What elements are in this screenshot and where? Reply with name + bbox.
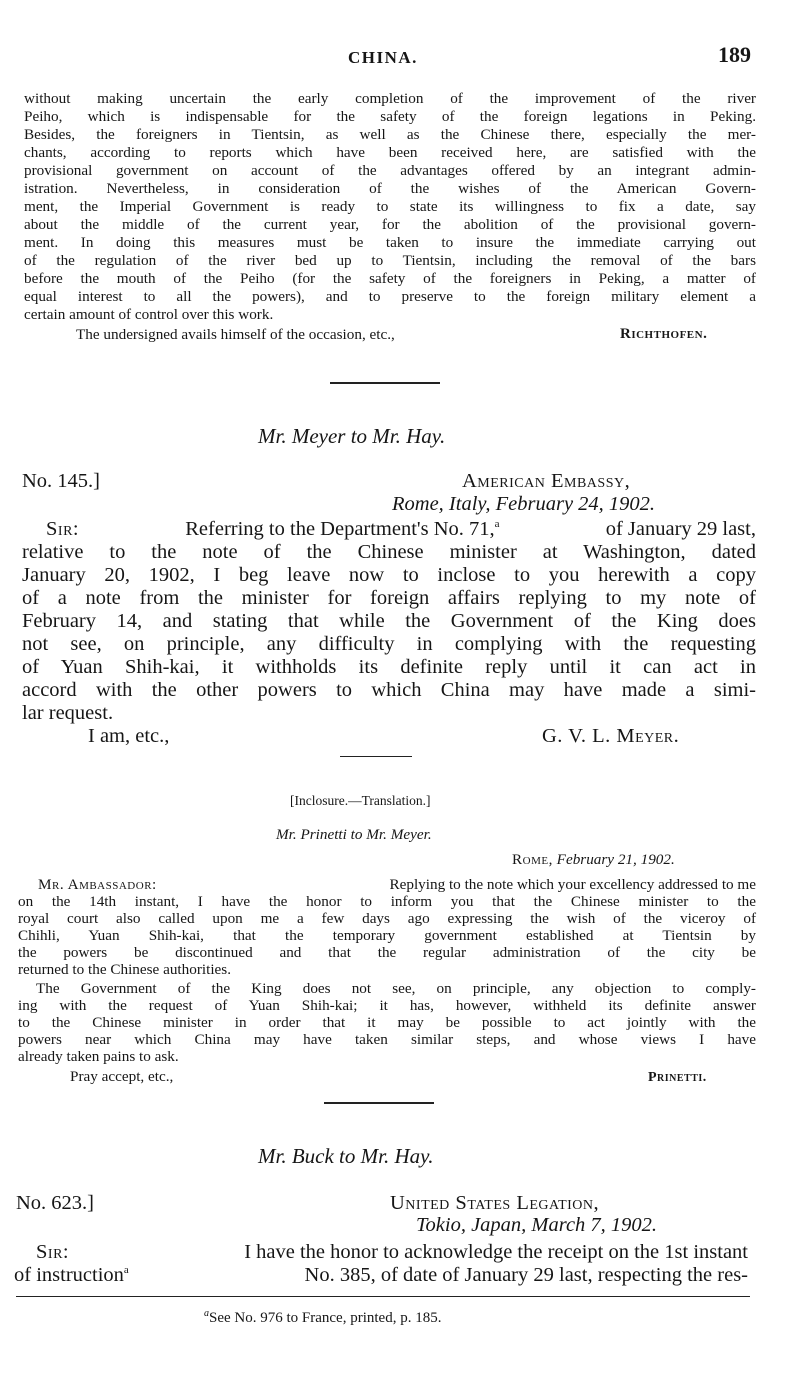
footnote-mark: a [204, 1308, 209, 1319]
signature: G. V. L. Meyer. [542, 725, 680, 747]
footnote-divider [16, 1296, 750, 1297]
text-line: of the regulation of the river bed up to Tientsin, including the removal of the bars [24, 252, 756, 269]
text-line: powers near which China may have taken similar steps, and whose views I have [18, 1031, 756, 1048]
first-line [46, 518, 756, 541]
text-line: Peiho, which is indispensable for the safety of the foreign legations in Peking. [24, 108, 756, 125]
first-line [38, 876, 756, 894]
text-line: equal interest to all the powers), and to preserve to the foreign military element a [24, 288, 756, 305]
first-line-text: Referring to the Department's No. 71,$^a$ [185, 518, 500, 540]
place-date: Rome, Italy, February 24, 1902. [392, 493, 656, 515]
text-line: about the middle of the current year, for the abolition of the provisional govern- [24, 216, 756, 233]
text-line: provisional government on account of the advantages offered by an integrant admin- [24, 162, 756, 179]
salutation: Sir: [46, 518, 80, 540]
text-line: January 20, 1902, I beg leave now to inclose to you herewith a copy [22, 564, 756, 586]
first-line-end: of January 29 last, [605, 518, 756, 540]
text-line: royal court also called upon me a few days ago expressing the wish of the viceroy of [18, 910, 756, 927]
text-line: already taken pains to ask. [18, 1048, 179, 1065]
text-line: not see, on principle, any difficulty in complying with the requesting [22, 633, 756, 655]
signature: Richthofen. [620, 326, 708, 342]
section-divider [340, 756, 412, 757]
closing-line: I am, etc., [88, 725, 170, 747]
first-line [36, 1241, 748, 1264]
text-line: lar request. [22, 702, 114, 724]
footnote-mark: a [123, 1264, 129, 1277]
text-line: February 14, and stating that while the Government of the King does [22, 610, 756, 632]
text-line: ment. In doing this measures must be taken to insure the immediate carrying out [24, 234, 756, 251]
text-line: accord with the other powers to which China may have made a simi- [22, 679, 756, 701]
first-line-text: Replying to the note which your excellency addressed to me [389, 876, 756, 893]
text-line: ing with the request of Yuan Shih-kai; it has, however, withheld its definite answer [18, 997, 756, 1014]
letter-heading: Mr. Meyer to Mr. Hay. [258, 424, 446, 448]
inclosure-heading: Mr. Prinetti to Mr. Meyer. [276, 826, 432, 843]
place: Rome, [512, 851, 553, 868]
section-divider [324, 1102, 434, 1104]
text-line: relative to the note of the Chinese minister at Washington, dated [22, 541, 756, 563]
text-line: on the 14th instant, I have the honor to inform you that the Chinese minister to the [18, 893, 756, 910]
office-name: United States Legation, [390, 1192, 600, 1214]
signature: Prinetti. [648, 1070, 707, 1085]
text-line: Besides, the foreigners in Tientsin, as well as the Chinese there, especially the mer- [24, 126, 756, 143]
inclosure-label: [Inclosure.—Translation.] [290, 793, 431, 808]
text-line: ment, the Imperial Government is ready to state its willingness to fix a date, say [24, 198, 756, 215]
text-line: The Government of the King does not see, on principle, any objection to comply- [36, 980, 756, 997]
text-line: chants, according to reports which have been received here, are satisfied with the [24, 144, 756, 161]
page-number: 189 [718, 42, 751, 67]
closing-line: Pray accept, etc., [70, 1068, 174, 1085]
closing-line: The undersigned avails himself of the occasion, etc., [76, 326, 395, 343]
text-line: Chihli, Yuan Shih-kai, that the temporary government established at Tientsin by [18, 927, 756, 944]
running-title: CHINA. [348, 48, 418, 67]
footnote-mark: a [494, 518, 500, 531]
text-line: before the mouth of the Peiho (for the safety of the foreigners in Peking, a matter of [24, 270, 756, 287]
letter-number: No. 623.] [16, 1192, 95, 1214]
text-line: returned to the Chinese authorities. [18, 961, 231, 978]
salutation: Mr. Ambassador: [38, 876, 157, 893]
inclosure-dateline [512, 851, 675, 869]
salutation: Sir: [36, 1241, 70, 1263]
second-line-start: of instruction$^a$ [14, 1264, 129, 1286]
letter-heading: Mr. Buck to Mr. Hay. [258, 1144, 434, 1168]
text-line: the powers be discontinued and that the regular administration of the city be [18, 944, 756, 961]
footnote [204, 1308, 441, 1327]
section-divider [330, 382, 440, 384]
place-date: Tokio, Japan, March 7, 1902. [416, 1214, 658, 1236]
second-line [14, 1264, 748, 1287]
footnote-text: See No. 976 to France, printed, p. 185. [209, 1310, 442, 1326]
text-line: of Yuan Shih-kai, it withholds its definite reply until it can act in [22, 656, 756, 678]
text-line: to the Chinese minister in order that it may be possible to act jointly with the [18, 1014, 756, 1031]
text-line: without making uncertain the early completion of the improvement of the river [24, 90, 756, 107]
text-line: certain amount of control over this work. [24, 306, 274, 323]
text-line: of a note from the minister for foreign affairs replying to my note of [22, 587, 756, 609]
date: February 21, 1902. [556, 851, 675, 868]
second-line-end: No. 385, of date of January 29 last, respecting the res- [304, 1264, 748, 1286]
text-line: istration. Nevertheless, in consideration of the wishes of the American Govern- [24, 180, 756, 197]
letter-number: No. 145.] [22, 470, 101, 492]
first-line-text: I have the honor to acknowledge the receipt on the 1st instant [244, 1241, 748, 1263]
office-name: American Embassy, [462, 470, 631, 492]
